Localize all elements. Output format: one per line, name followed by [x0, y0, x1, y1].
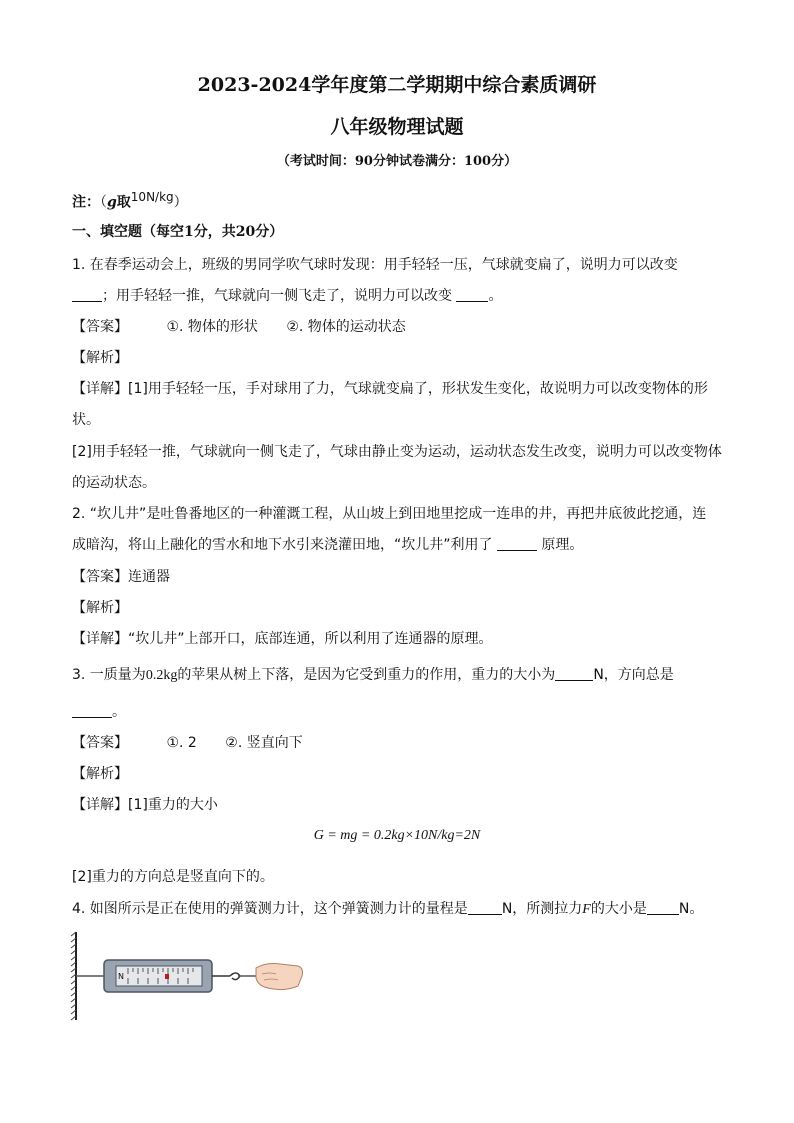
q3-answer-1: ①. 2	[166, 735, 197, 751]
q1-detail-2b: 的运动状态。	[72, 475, 156, 491]
q3-formula: G = mg = 0.2kg×10N/kg=2N	[313, 828, 481, 843]
q1-line2-text: ；用手轻轻一推，气球就向一侧飞走了，说明力可以改变	[102, 288, 452, 304]
q1-line2-end: 。	[488, 288, 503, 304]
note-close: ）	[173, 194, 188, 211]
q3-detail-2: [2]重力的方向总是竖直向下的。	[72, 869, 274, 885]
note-g: g	[107, 194, 117, 211]
scale-face	[116, 966, 202, 986]
q2-detail: 【详解】“坎儿井”上部开口，底部连通，所以利用了连通器的原理。	[72, 631, 493, 647]
exam-subtitle: 八年级物理试题	[330, 116, 464, 138]
q3-line1	[72, 665, 674, 686]
q1-blank2	[456, 287, 488, 302]
q2-line2-end: 原理。	[541, 537, 584, 553]
note-line	[72, 187, 188, 213]
q4-line1	[72, 899, 703, 920]
exam-title: 2023-2024学年度第二学期期中综合素质调研	[197, 74, 597, 96]
q1-detail-2a: [2]用手轻轻一推，气球就向一侧飞走了，气球由静止变为运动，运动状态发生改变，说明力可以改变物体	[72, 444, 722, 460]
q1-line1: 1. 在春季运动会上，班级的男同学吹气球时发现：用手轻轻一压，气球就变扁了，说明力可以改变	[72, 257, 678, 273]
q4-text-a: 4. 如图所示是正在使用的弹簧测力计，这个弹簧测力计的量程是	[72, 901, 468, 917]
q3-blank1	[555, 666, 593, 681]
q3-text-c: N，方向总是	[593, 667, 674, 683]
scale-pointer	[165, 974, 169, 979]
q1-detail-1b: 状。	[72, 412, 100, 428]
q1-answer	[72, 317, 406, 337]
note-open: （	[100, 194, 107, 211]
q3-mass: 0.2kg	[145, 668, 178, 683]
q2-answer-value: 连通器	[128, 569, 170, 585]
q4-text-d: N。	[678, 901, 704, 917]
q3-analysis: 【解析】	[72, 766, 128, 782]
q1-detail-1a: 【详解】[1]用手轻轻一压，手对球用了力，气球就变扁了，形状发生变化，故说明力可以改变物体的形	[72, 381, 708, 397]
q4-blank2	[647, 900, 679, 915]
q3-text-b: 的苹果从树上下落，是因为它受到重力的作用，重力的大小为	[177, 667, 556, 683]
q4-text-c: 的大小是	[590, 901, 647, 917]
q3-line2-end: 。	[112, 704, 126, 720]
q3-text-a: 3. 一质量为	[72, 667, 146, 683]
note-value: 10N/kg	[130, 190, 174, 204]
q4-text-b: N，所测拉力	[501, 901, 583, 917]
section-heading: 一、填空题（每空1分，共20分）	[72, 224, 284, 240]
spring-scale-figure	[70, 928, 310, 1024]
hand-icon	[256, 964, 303, 990]
answer-label: 【答案】	[72, 319, 128, 335]
q3-detail-1: 【详解】[1]重力的大小	[72, 797, 218, 813]
q4-F: F	[582, 902, 591, 917]
answer-label: 【答案】	[72, 569, 128, 585]
scale-unit: N	[118, 972, 124, 981]
q4-blank1	[468, 900, 502, 915]
q2-line2-text: 成暗沟，将山上融化的雪水和地下水引来浇灌田地，“坎儿井”利用了	[72, 537, 493, 553]
answer-label: 【答案】	[72, 735, 128, 751]
q3-line2	[72, 702, 126, 722]
q1-answer-1: ①. 物体的形状	[166, 319, 258, 335]
q3-blank2	[72, 703, 112, 718]
q2-line1: 2. “坎儿井”是吐鲁番地区的一种灌溉工程，从山坡上到田地里挖成一连串的井，再把井底彼此挖通，连	[72, 506, 707, 522]
q2-line2	[72, 535, 583, 555]
q1-analysis: 【解析】	[72, 350, 128, 366]
q2-blank	[497, 536, 537, 551]
q1-blank1	[72, 287, 102, 302]
note-label: 注：	[72, 194, 100, 211]
q2-analysis: 【解析】	[72, 600, 128, 616]
q2-answer	[72, 567, 170, 587]
q1-line2	[72, 286, 502, 306]
exam-info: （考试时间：90分钟试卷满分：100分）	[276, 154, 518, 169]
q3-answer-2: ②. 竖直向下	[225, 735, 303, 751]
q3-answer	[72, 733, 303, 753]
note-take: 取	[116, 194, 131, 211]
q1-answer-2: ②. 物体的运动状态	[286, 319, 406, 335]
